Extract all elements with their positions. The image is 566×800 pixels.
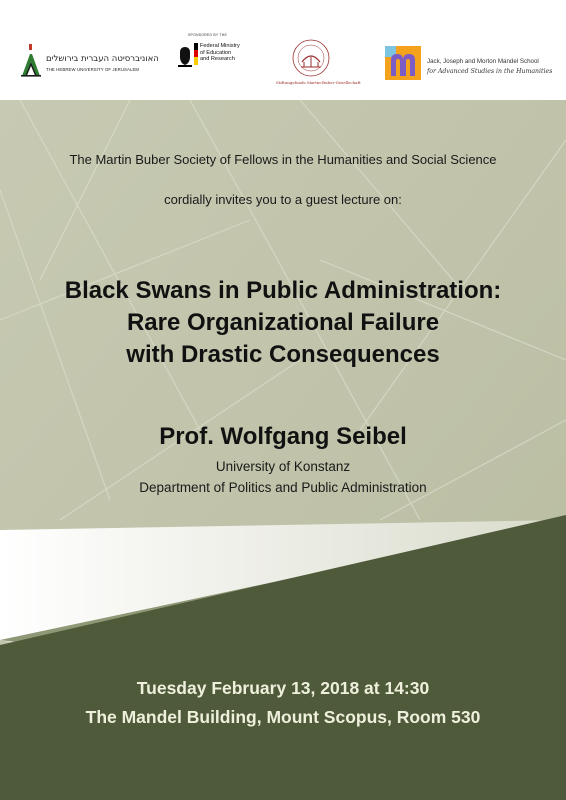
- mandel-school-logo: [385, 46, 555, 86]
- hebrew-university-logo: [20, 38, 159, 82]
- mandel-emblem-icon: [385, 46, 421, 80]
- sponsored-by-label: SPONSORED BY THE: [188, 33, 228, 37]
- speaker-university: University of Konstanz: [215, 459, 351, 474]
- bmbf-line: and Research: [200, 56, 235, 63]
- huji-english-name: THE HEBREW UNIVERSITY OF JERUSALEM: [46, 67, 140, 72]
- lecture-title-line: with Drastic Consequences: [126, 341, 440, 368]
- event-location: The Mandel Building, Mount Scopus, Room 530: [85, 707, 481, 727]
- buber-fund-name: Stiftungsfonds Martin-Buber-Gesellschaft: [276, 80, 361, 85]
- buber-society-logo: [276, 38, 361, 88]
- invitation-line: cordially invites you to a guest lecture on:: [164, 192, 402, 207]
- buber-seal-icon: [290, 38, 332, 78]
- bmbf-name: [200, 43, 260, 63]
- logo-bar: [0, 0, 566, 100]
- mandel-subtitle: for Advanced Studies in the Humanities: [427, 68, 553, 75]
- bmbf-line: of Education: [200, 49, 232, 56]
- federal-eagle-icon: [178, 45, 192, 67]
- hebrew-university-emblem-icon: [20, 44, 42, 78]
- lecture-title-line: Black Swans in Public Administration:: [64, 277, 502, 304]
- mandel-name: Jack, Joseph and Morton Mandel School: [427, 58, 539, 65]
- speaker-name: Prof. Wolfgang Seibel: [159, 423, 407, 450]
- lecture-title-line: Rare Organizational Failure: [126, 309, 440, 336]
- bmbf-line: Federal Ministry: [200, 43, 240, 49]
- lecture-title: [0, 275, 566, 371]
- speaker-department: Department of Politics and Public Administration: [139, 480, 427, 495]
- event-datetime: Tuesday February 13, 2018 at 14:30: [136, 678, 430, 698]
- huji-hebrew-name: האוניברסיטה העברית בירושלים: [46, 54, 159, 64]
- flag-stripe-icon: [194, 43, 198, 65]
- host-society: The Martin Buber Society of Fellows in the Humanities and Social Science: [69, 152, 497, 167]
- bmbf-logo: [178, 33, 258, 83]
